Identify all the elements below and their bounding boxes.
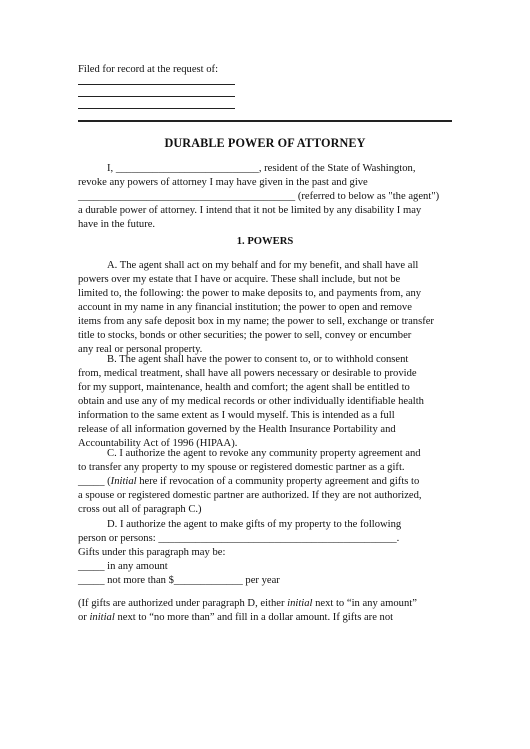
- initial-italic: Initial: [110, 476, 137, 487]
- gift-option-not-more-than: _____ not more than $_____________ per year: [78, 575, 280, 586]
- para-a-line: account in my name in any financial institution; the power to open and remove: [78, 302, 412, 313]
- para-c-line: cross out all of paragraph C.): [78, 504, 202, 515]
- para-a-line: items from any safe deposit box in my name; the power to sell, exchange or transfer: [78, 316, 434, 327]
- para-c-line: to transfer any property to my spouse or registered domestic partner as a gift.: [78, 462, 405, 473]
- para-e-line: [78, 596, 417, 611]
- para-b-line: B. The agent shall have the power to consent to, or to withhold consent: [107, 354, 409, 365]
- para-b-line: obtain and use any of my medical records or other individually identifiable health: [78, 396, 424, 407]
- filed-line-3: [78, 108, 235, 109]
- intro-line: a durable power of attorney. I intend that it not be limited by any disability I may: [78, 205, 422, 216]
- gift-option-any-amount: _____ in any amount: [78, 561, 168, 572]
- para-a-line: A. The agent shall act on my behalf and for my benefit, and shall have all: [107, 260, 419, 271]
- section-heading-powers: 1. POWERS: [236, 236, 294, 247]
- para-a-line: powers over my estate that I have or acquire. These shall include, but not be: [78, 274, 401, 285]
- para-b-line: Accountability Act of 1996 (HIPAA).: [78, 438, 238, 449]
- filed-line-2: [78, 96, 235, 97]
- para-b-line: from, medical treatment, shall have all powers necessary or desirable to provide: [78, 368, 417, 379]
- para-b-line: release of all information governed by the Health Insurance Portability and: [78, 424, 396, 435]
- para-c-line: C. I authorize the agent to revoke any community property agreement and: [107, 448, 421, 459]
- para-c-text: here if revocation of a community property agreement and gifts to: [136, 476, 420, 487]
- para-a-line: title to stocks, bonds or other securities; the power to sell, convey or encumber: [78, 330, 412, 341]
- intro-line: have in the future.: [78, 219, 156, 230]
- intro-line: _________________________________________ (referred to below as "the agent"): [78, 191, 440, 202]
- para-b-line: information to the same extent as I would myself. This is intended as a full: [78, 410, 395, 421]
- initial-italic: initial: [89, 612, 115, 623]
- para-d-line: D. I authorize the agent to make gifts of my property to the following: [107, 519, 402, 530]
- document-title: DURABLE POWER OF ATTORNEY: [164, 136, 366, 150]
- initial-italic: initial: [287, 598, 313, 609]
- para-e-text: (If gifts are authorized under paragraph D, either: [78, 598, 288, 609]
- intro-line: I, ___________________________, resident of the State of Washington,: [107, 163, 416, 174]
- para-e-text: next to “no more than” and fill in a dollar amount. If gifts are not: [114, 612, 394, 623]
- initial-blank: _____ (: [78, 476, 111, 487]
- filed-for-record-label: Filed for record at the request of:: [78, 64, 219, 75]
- para-c-line: [78, 474, 419, 489]
- para-c-line: a spouse or registered domestic partner are authorized. If they are not authorized,: [78, 490, 422, 501]
- para-e-text: next to “in any amount”: [312, 598, 417, 609]
- para-b-line: for my support, maintenance, health and comfort; the agent shall be entitled to: [78, 382, 410, 393]
- intro-line: revoke any powers of attorney I may have given in the past and give: [78, 177, 368, 188]
- para-d-line: person or persons: _____________________________________________.: [78, 533, 400, 544]
- para-d-line: Gifts under this paragraph may be:: [78, 547, 226, 558]
- para-e-line: [78, 610, 393, 625]
- para-e-text: or: [78, 612, 90, 623]
- header-rule: [78, 120, 452, 122]
- para-a-line: limited to, the following: the power to make deposits to, and payments from, any: [78, 288, 422, 299]
- para-a-line: any real or personal property.: [78, 344, 203, 355]
- filed-line-1: [78, 84, 235, 85]
